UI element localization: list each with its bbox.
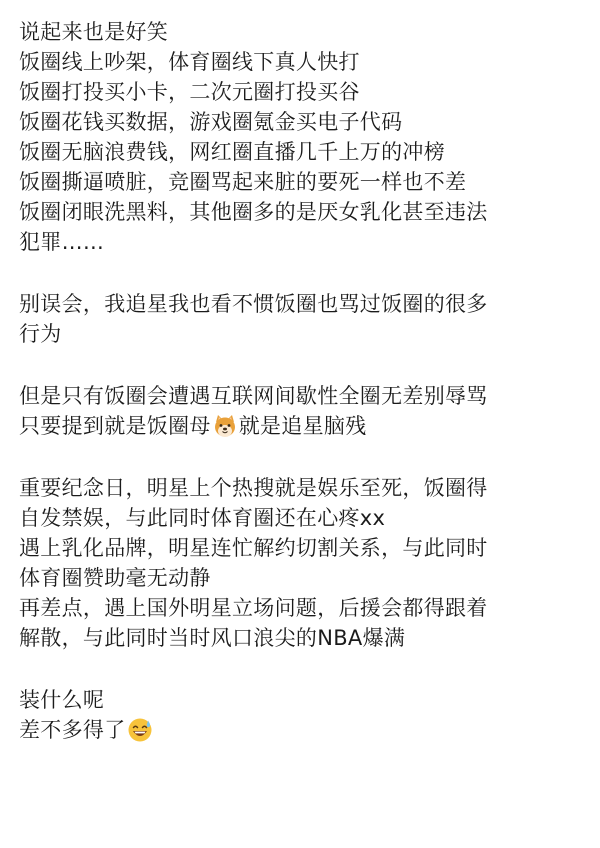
text-line: 解散，与此同时当时风口浪尖的NBA爆满 (19, 626, 406, 650)
paragraph-gap (19, 653, 589, 685)
text-line: 饭圈闭眼洗黑料，其他圈多的是厌女乳化甚至违法 (19, 200, 488, 224)
text-line: 犯罪…… (19, 230, 105, 254)
text-segment: 差不多得了 (19, 718, 126, 742)
paragraph-5 (19, 685, 589, 745)
text-line: 再差点，遇上国外明星立场问题，后援会都得跟着 (19, 596, 488, 620)
paragraph-gap (19, 441, 589, 473)
paragraph-1 (19, 17, 589, 257)
text-line: 饭圈打投买小卡，二次元圈打投买谷 (19, 80, 360, 104)
text-line: 饭圈花钱买数据，游戏圈氪金买电子代码 (19, 110, 403, 134)
text-line-with-emoji (19, 411, 589, 441)
text-line: 装什么呢 (19, 688, 105, 712)
text-line: 重要纪念日，明星上个热搜就是娱乐至死，饭圈得 (19, 476, 488, 500)
text-line: 别误会，我追星我也看不惯饭圈也骂过饭圈的很多 (19, 292, 488, 316)
paragraph-gap (19, 349, 589, 381)
text-line: 饭圈撕逼喷脏，竞圈骂起来脏的要死一样也不差 (19, 170, 467, 194)
text-segment: 只要提到就是饭圈母 (19, 414, 211, 438)
text-line: 自发禁娱，与此同时体育圈还在心疼xx (19, 506, 386, 530)
text-line: 饭圈线上吵架，体育圈线下真人快打 (19, 50, 360, 74)
post-body (19, 17, 589, 745)
paragraph-2 (19, 289, 589, 349)
text-line: 饭圈无脑浪费钱，网红圈直播几千上万的冲榜 (19, 140, 445, 164)
text-line: 但是只有饭圈会遭遇互联网间歇性全圈无差别辱骂 (19, 384, 488, 408)
text-line-with-emoji (19, 715, 589, 745)
text-line: 体育圈赞助毫无动静 (19, 566, 211, 590)
text-line: 遇上乳化品牌，明星连忙解约切割关系，与此同时 (19, 536, 488, 560)
text-segment: 就是追星脑残 (238, 414, 367, 438)
paragraph-3 (19, 381, 589, 441)
text-line: 行为 (19, 322, 62, 346)
text-line: 说起来也是好笑 (19, 20, 169, 44)
sweat-smile-emoji-icon (127, 717, 153, 743)
dog-face-emoji-icon (212, 413, 238, 439)
paragraph-4 (19, 473, 589, 653)
paragraph-gap (19, 257, 589, 289)
